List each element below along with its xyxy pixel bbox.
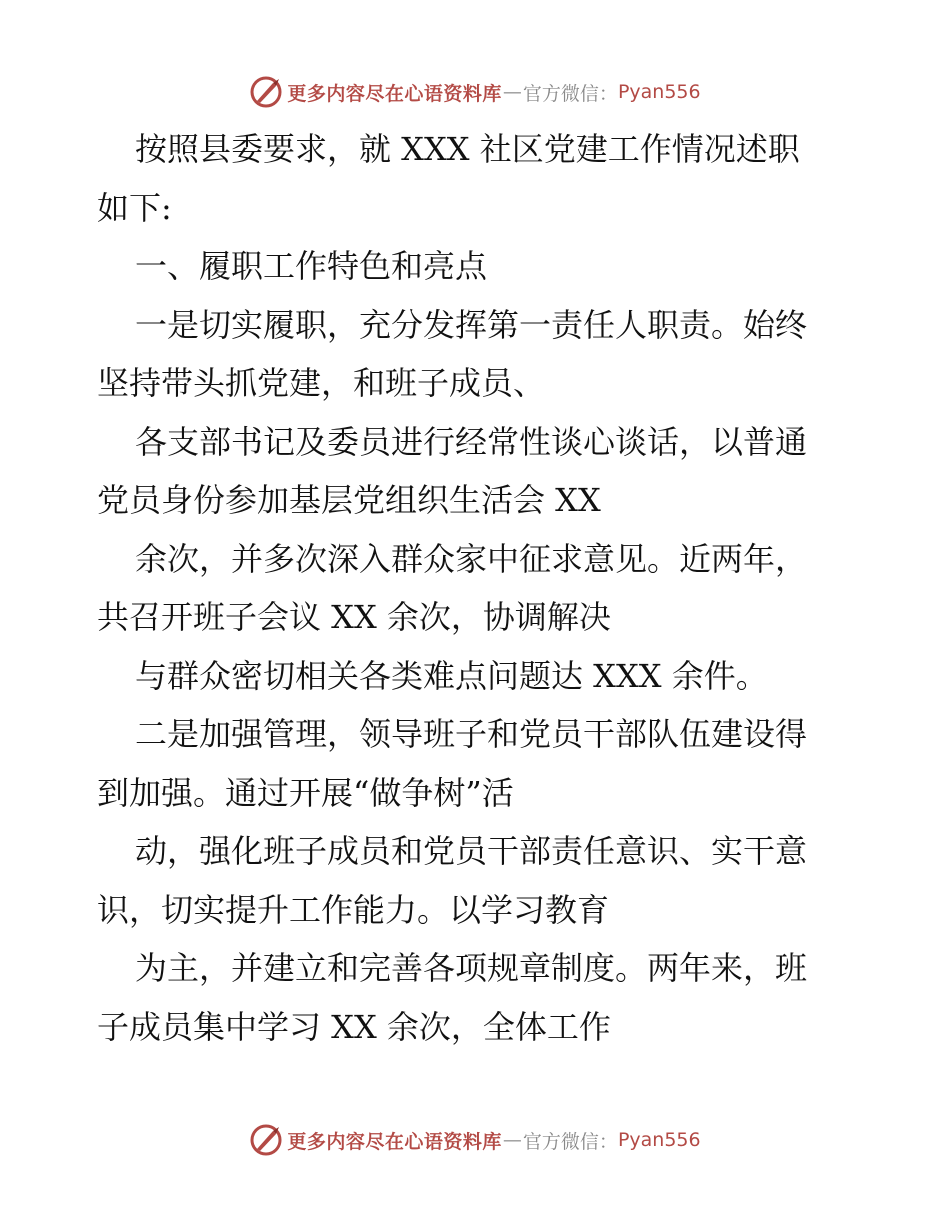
banner-dash: — <box>502 81 522 103</box>
document-body <box>97 120 857 1056</box>
text-line: 如下: <box>97 188 172 227</box>
text-line: 识，切实提升工作能力。以学习教育 <box>97 890 610 929</box>
text-line: 二是加强管理，领导班子和党员干部队伍建设得 <box>135 715 808 753</box>
banner-brand: 更多内容尽在心语资料库 <box>287 82 502 105</box>
text-line: 党员身份参加基层党组织生活会 XX <box>97 481 601 519</box>
text-line: 按照县委要求，就 XXX 社区党建工作情况述职 <box>135 130 800 168</box>
header-banner <box>0 72 950 112</box>
banner-brand: 更多内容尽在心语资料库 <box>287 1130 502 1153</box>
banner-label: 官方微信： <box>522 82 618 105</box>
banner-label: 官方微信： <box>522 1130 618 1153</box>
text-line: 动，强化班子成员和党员干部责任意识、实干意 <box>135 832 808 870</box>
text-line: 一、履职工作特色和亮点 <box>135 247 488 285</box>
text-line: 为主，并建立和完善各项规章制度。两年来，班 <box>135 949 808 987</box>
text-line: 子成员集中学习 XX 余次，全体工作 <box>97 1007 611 1046</box>
quill-logo-icon <box>249 1123 283 1157</box>
quill-logo-icon <box>249 75 283 109</box>
banner-handle: Pyan556 <box>617 81 701 103</box>
text-line: 各支部书记及委员进行经常性谈心谈话，以普通 <box>135 422 808 461</box>
text-line: 坚持带头抓党建，和班子成员、 <box>97 364 546 402</box>
banner-dash: — <box>502 1129 522 1151</box>
text-line: 与群众密切相关各类难点问题达 XXX 余件。 <box>135 656 768 695</box>
banner-handle: Pyan556 <box>617 1129 701 1151</box>
footer-banner <box>0 1120 950 1160</box>
text-line: 到加强。通过开展“做争树”活 <box>97 773 514 812</box>
text-line: 一是切实履职，充分发挥第一责任人职责。始终 <box>135 305 808 344</box>
text-line: 共召开班子会议 XX 余次，协调解决 <box>97 598 611 636</box>
text-line: 余次，并多次深入群众家中征求意见。近两年， <box>135 539 808 578</box>
